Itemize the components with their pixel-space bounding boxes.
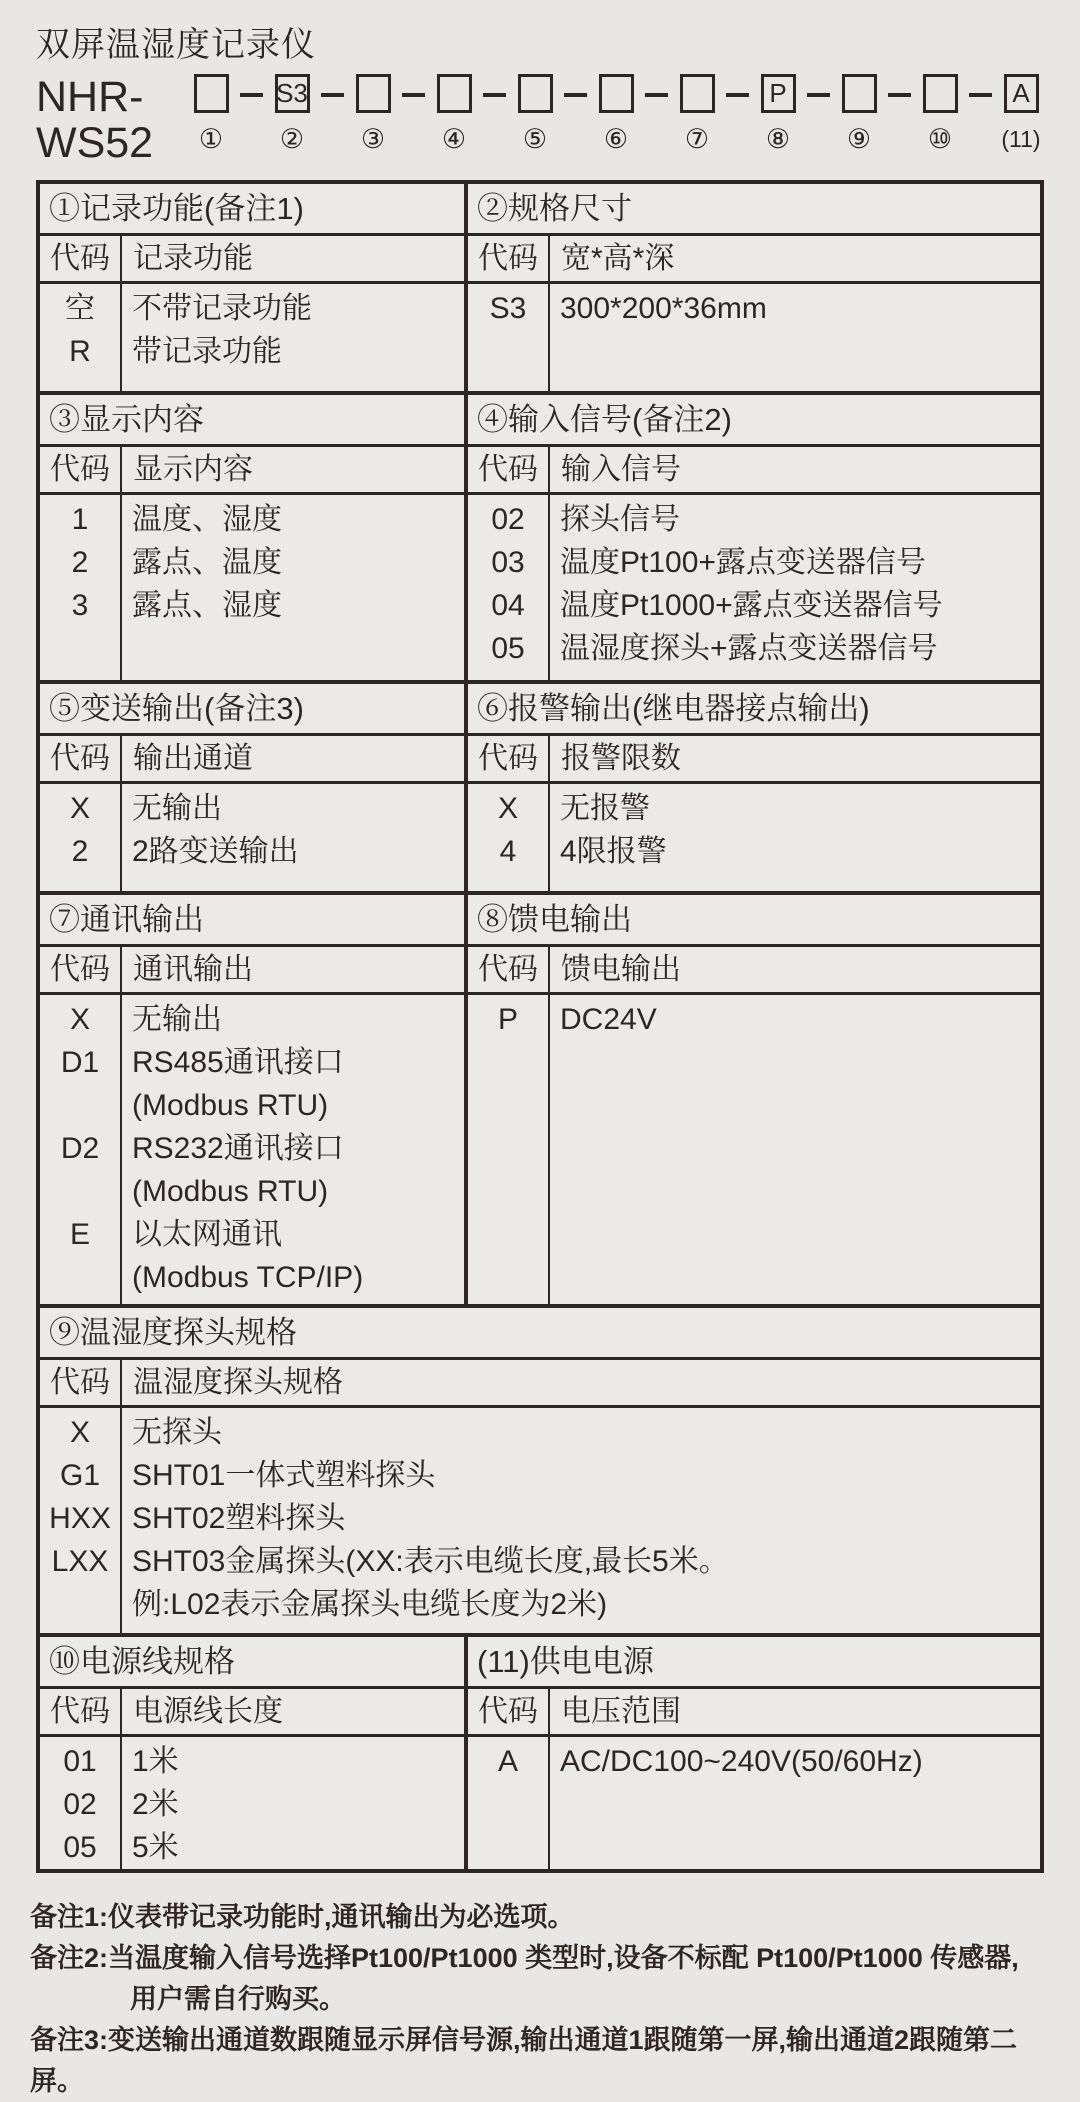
code-box-10	[923, 74, 958, 113]
segment-number-5: ⑤	[522, 124, 548, 154]
option-desc: 2路变送输出	[132, 835, 299, 868]
table-body	[40, 995, 464, 1304]
table-row	[468, 287, 1040, 330]
table-row	[468, 541, 1040, 584]
desc-column-header: 通讯输出	[133, 953, 253, 986]
option-desc: 温湿度探头+露点变送器信号	[560, 632, 938, 665]
code-box-8: P	[761, 74, 796, 113]
column-header-row	[468, 447, 1040, 495]
section-header: ⑤变送输出(备注3)	[40, 684, 464, 736]
option-code: 空	[65, 292, 95, 325]
table-row	[468, 998, 1040, 1041]
table-row	[40, 998, 464, 1041]
table-body	[468, 284, 1040, 391]
table-body	[468, 1737, 1040, 1869]
option-code: X	[69, 1003, 90, 1036]
model-segment-11	[998, 74, 1044, 154]
desc-column-header: 输出通道	[133, 742, 253, 775]
option-code: 2	[71, 546, 89, 579]
option-desc: 无报警	[560, 792, 650, 825]
code-column-header: 代码	[40, 1360, 122, 1405]
table-body	[468, 784, 1040, 891]
option-desc: DC24V	[560, 1003, 657, 1036]
table-body	[40, 495, 464, 680]
table-row	[468, 584, 1040, 627]
segment-number-3: ③	[360, 124, 386, 154]
footnote-line: 备注1:仪表带记录功能时,通讯输出为必选项。	[30, 1902, 575, 1932]
code-box-1	[194, 74, 229, 113]
column-header-row	[40, 736, 464, 784]
option-code: 05	[63, 1831, 97, 1864]
code-column-header: 代码	[40, 1689, 122, 1734]
desc-column-header: 输入信号	[561, 453, 681, 486]
table-row	[40, 1213, 464, 1299]
option-desc: 无探头	[132, 1416, 222, 1449]
column-header-row	[468, 1689, 1040, 1737]
dash-separator	[402, 93, 425, 97]
option-desc: SHT01一体式塑料探头	[132, 1459, 436, 1492]
table-body	[468, 495, 1040, 680]
option-code: D2	[60, 1132, 100, 1165]
table-row	[40, 1540, 1040, 1626]
code-column-header: 代码	[468, 447, 550, 492]
section-header: ⑧馈电输出	[468, 895, 1040, 947]
dash-separator	[321, 93, 344, 97]
option-desc: 探头信号	[560, 503, 680, 536]
option-desc: 2米	[132, 1788, 179, 1821]
model-segment-8	[755, 74, 801, 154]
section-header: ⑦通讯输出	[40, 895, 464, 947]
option-desc-line: (Modbus RTU)	[132, 1089, 329, 1122]
option-code: S3	[489, 292, 527, 325]
option-desc-line: SHT03金属探头(XX:表示电缆长度,最长5米。	[132, 1545, 729, 1578]
option-desc-line: RS232通讯接口	[132, 1132, 344, 1165]
model-segment-9	[836, 74, 882, 154]
code-box-3	[356, 74, 391, 113]
option-desc: AC/DC100~240V(50/60Hz)	[560, 1745, 923, 1778]
table-body	[40, 1408, 1040, 1633]
column-header-row	[40, 447, 464, 495]
option-desc-line: (Modbus RTU)	[132, 1175, 329, 1208]
section-header: ③显示内容	[40, 395, 464, 447]
dash-separator	[240, 93, 263, 97]
footnote-1	[30, 1897, 1044, 1938]
option-code: 1	[71, 503, 89, 536]
option-desc: 带记录功能	[132, 335, 282, 368]
column-header-row	[40, 1689, 464, 1737]
option-desc: 无输出	[132, 1003, 222, 1036]
table-row	[40, 1826, 464, 1869]
table-row	[40, 1497, 1040, 1540]
table-body	[40, 284, 464, 391]
desc-column-header: 馈电输出	[561, 953, 681, 986]
code-box-11: A	[1004, 74, 1039, 113]
model-segment-4	[431, 74, 477, 154]
table-row	[468, 627, 1040, 670]
option-desc: SHT02塑料探头	[132, 1502, 346, 1535]
option-desc: 温度、湿度	[132, 503, 282, 536]
table-row	[40, 541, 464, 584]
option-desc: 不带记录功能	[132, 292, 312, 325]
option-code: X	[497, 792, 518, 825]
option-code: P	[497, 1003, 518, 1036]
band-6	[36, 1633, 1044, 1873]
option-code: X	[69, 1416, 90, 1449]
option-desc: 露点、湿度	[132, 589, 282, 622]
dash-separator	[645, 93, 668, 97]
footnote-line: 备注3:变送输出通道数跟随显示屏信号源,输出通道1跟随第一屏,输出通道2跟随第二屏。	[30, 2025, 1018, 2096]
table-row	[40, 1041, 464, 1127]
code-box-9	[842, 74, 877, 113]
code-box-2: S3	[275, 74, 310, 113]
code-box-6	[599, 74, 634, 113]
option-desc	[120, 1213, 464, 1299]
code-column-header: 代码	[40, 736, 122, 781]
option-code: 4	[499, 835, 517, 868]
code-column-header: 代码	[40, 447, 122, 492]
option-desc: 温度Pt100+露点变送器信号	[560, 546, 926, 579]
code-column-header: 代码	[468, 947, 550, 992]
model-prefix: NHR-WS52	[36, 73, 154, 167]
dash-separator	[888, 93, 911, 97]
segment-number-2: ②	[279, 124, 305, 154]
footnote-line: 备注2:当温度输入信号选择Pt100/Pt1000 类型时,设备不标配 Pt100/Pt1000 传感器,	[30, 1943, 1019, 1973]
table-row	[468, 498, 1040, 541]
option-code: HXX	[49, 1502, 111, 1535]
code-column-header: 代码	[468, 736, 550, 781]
code-column-header: 代码	[468, 236, 550, 281]
code-box-4	[437, 74, 472, 113]
option-code: X	[69, 792, 90, 825]
section-header: ⑩电源线规格	[40, 1637, 464, 1689]
option-code: LXX	[51, 1545, 109, 1578]
section-record-function	[36, 180, 468, 395]
option-desc-line: RS485通讯接口	[132, 1046, 344, 1079]
section-transmit-output	[36, 680, 468, 895]
model-segment-3	[350, 74, 396, 154]
segment-number-10: ⑩	[927, 124, 953, 154]
option-code: 05	[491, 632, 525, 665]
option-desc	[120, 1127, 464, 1213]
option-desc-line: (Modbus TCP/IP)	[132, 1261, 364, 1294]
option-desc: 露点、温度	[132, 546, 282, 579]
table-row	[40, 1127, 464, 1213]
section-probe-spec	[36, 1304, 1044, 1637]
section-display-content	[36, 391, 468, 684]
option-code: 2	[71, 835, 89, 868]
table-row	[40, 584, 464, 627]
column-header-row	[468, 736, 1040, 784]
segment-number-6: ⑥	[603, 124, 629, 154]
desc-column-header: 电源线长度	[133, 1695, 283, 1728]
spec-tables	[36, 180, 1044, 1873]
option-desc-line: 例:L02表示金属探头电缆长度为2米)	[132, 1588, 608, 1621]
segment-number-1: ①	[198, 124, 224, 154]
table-row	[40, 330, 464, 373]
band-3	[36, 680, 1044, 895]
table-body	[40, 1737, 464, 1869]
option-desc: 无输出	[132, 792, 222, 825]
option-code: E	[69, 1218, 90, 1251]
option-desc: 300*200*36mm	[560, 292, 767, 325]
option-desc	[120, 1041, 464, 1127]
dash-separator	[564, 93, 587, 97]
model-segment-1	[188, 74, 234, 154]
segment-number-4: ④	[441, 124, 467, 154]
footnote-2	[30, 1938, 1044, 2020]
column-header-row	[40, 1360, 1040, 1408]
column-header-row	[468, 947, 1040, 995]
segment-number-8: ⑧	[765, 124, 791, 154]
model-code-line	[36, 74, 1044, 166]
segment-number-7: ⑦	[684, 124, 710, 154]
table-row	[40, 1783, 464, 1826]
band-4	[36, 891, 1044, 1308]
section-header: ①记录功能(备注1)	[40, 184, 464, 236]
footnotes	[30, 1897, 1044, 2102]
section-feed-output	[464, 891, 1044, 1308]
section-header: ④输入信号(备注2)	[468, 395, 1040, 447]
desc-column-header: 报警限数	[561, 742, 681, 775]
model-segment-10	[917, 74, 963, 154]
code-column-header: 代码	[40, 947, 122, 992]
code-box-7	[680, 74, 715, 113]
option-code: 04	[491, 589, 525, 622]
option-code: 02	[491, 503, 525, 536]
option-desc: 4限报警	[560, 835, 667, 868]
option-desc	[120, 1540, 1040, 1626]
table-row	[40, 1454, 1040, 1497]
section-header: ⑥报警输出(继电器接点输出)	[468, 684, 1040, 736]
section-input-signal	[464, 391, 1044, 684]
option-code: G1	[59, 1459, 101, 1492]
footnote-3	[30, 2020, 1044, 2102]
section-header: ②规格尺寸	[468, 184, 1040, 236]
table-body	[40, 784, 464, 891]
option-code: 3	[71, 589, 89, 622]
section-size-spec	[464, 180, 1044, 395]
section-header: ⑨温湿度探头规格	[40, 1308, 1040, 1360]
model-segment-6	[593, 74, 639, 154]
table-body	[468, 995, 1040, 1304]
band-1	[36, 180, 1044, 395]
desc-column-header: 温湿度探头规格	[133, 1366, 343, 1399]
desc-column-header: 宽*高*深	[561, 242, 675, 275]
dash-separator	[726, 93, 749, 97]
section-power-cord	[36, 1633, 468, 1873]
option-code: A	[497, 1745, 518, 1778]
table-row	[40, 1411, 1040, 1454]
footnote-line: 用户需自行购买。	[130, 1984, 346, 2014]
column-header-row	[40, 236, 464, 284]
table-row	[468, 830, 1040, 873]
option-desc: 5米	[132, 1831, 179, 1864]
segment-number-9: ⑨	[846, 124, 872, 154]
table-row	[468, 1740, 1040, 1783]
option-desc: 1米	[132, 1745, 179, 1778]
segment-number-11: (11)	[1001, 126, 1041, 152]
page-title: 双屏温湿度记录仪	[36, 26, 316, 64]
option-code: 01	[63, 1745, 97, 1778]
code-box-5	[518, 74, 553, 113]
column-header-row	[468, 236, 1040, 284]
dash-separator	[807, 93, 830, 97]
desc-column-header: 记录功能	[133, 242, 253, 275]
section-comm-output	[36, 891, 468, 1308]
band-5	[36, 1304, 1044, 1637]
option-code: 02	[63, 1788, 97, 1821]
option-desc: 温度Pt1000+露点变送器信号	[560, 589, 943, 622]
table-row	[40, 1740, 464, 1783]
section-power-supply	[464, 1633, 1044, 1873]
section-alarm-output	[464, 680, 1044, 895]
option-code: 03	[491, 546, 525, 579]
option-desc-line: 以太网通讯	[132, 1218, 282, 1251]
model-segment-7	[674, 74, 720, 154]
table-row	[40, 787, 464, 830]
code-column-header: 代码	[40, 236, 122, 281]
table-row	[40, 287, 464, 330]
table-row	[468, 787, 1040, 830]
option-code: D1	[60, 1046, 100, 1079]
desc-column-header: 电压范围	[561, 1695, 681, 1728]
model-segment-2	[269, 74, 315, 154]
table-row	[40, 498, 464, 541]
desc-column-header: 显示内容	[133, 453, 253, 486]
code-column-header: 代码	[468, 1689, 550, 1734]
option-code: R	[69, 335, 91, 368]
dash-separator	[483, 93, 506, 97]
table-row	[40, 830, 464, 873]
band-2	[36, 391, 1044, 684]
dash-separator	[969, 93, 992, 97]
section-header: (11)供电电源	[468, 1637, 1040, 1689]
model-segment-5	[512, 74, 558, 154]
column-header-row	[40, 947, 464, 995]
